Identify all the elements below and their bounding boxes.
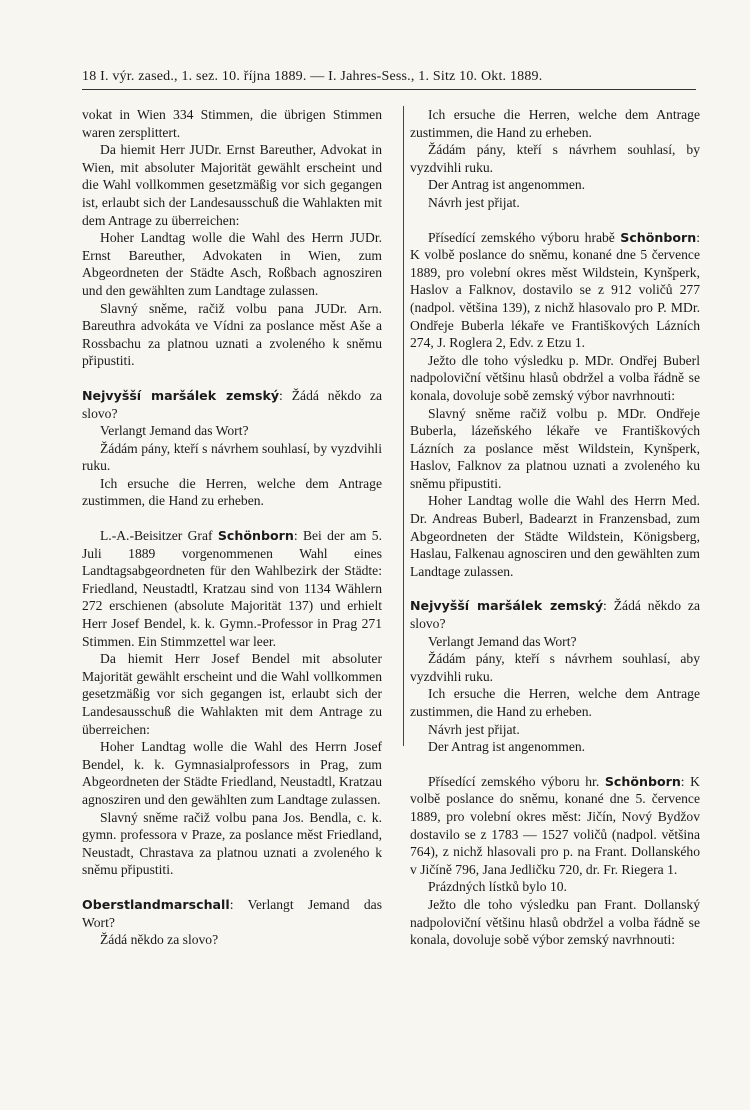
- paragraph: [410, 721, 700, 739]
- speaker-prefix: Přísedící zemského výboru hrabě: [428, 229, 621, 245]
- paragraph: [410, 896, 700, 949]
- paragraph: [82, 141, 382, 229]
- paragraph: [82, 809, 382, 879]
- paragraph-text: Žádám pány, kteří s návrhem souhlasí, by vyzdvihli ruku.: [82, 440, 382, 474]
- paragraph: [410, 176, 700, 194]
- column-divider: [403, 106, 404, 746]
- paragraph-text: Prázdných lístků bylo 10.: [428, 879, 567, 895]
- paragraph-text: Žádám pány, kteří s návrhem souhlasí, by vyzdvihli ruku.: [410, 142, 700, 175]
- paragraph-text: Návrh jest přijat.: [428, 194, 520, 210]
- speaker-prefix: Přísedící zemského výboru hr.: [428, 773, 605, 789]
- page-header: 18 I. výr. zased., 1. sez. 10. října 1889. — I. Jahres-Sess., 1. Sitz 10. Okt. 1889.: [82, 68, 696, 90]
- paragraph: [82, 106, 382, 141]
- paragraph-text: Návrh jest přijat.: [428, 721, 520, 737]
- paragraph-text: Slavný sněme, račiž volbu pana JUDr. Arn. Bareuthra advokáta ve Vídni za poslance měst Aše a Rossbachu za platnou uznati a zvoleného k sněmu připustiti.: [82, 300, 382, 369]
- paragraph-text: Ich ersuche die Herren, welche dem Antrage zustimmen, die Hand zu erheben.: [82, 475, 382, 509]
- paragraph: [410, 141, 700, 176]
- speaker-name: Schönborn: [217, 528, 294, 544]
- paragraph: [410, 633, 700, 651]
- paragraph-text: : Bei der am 5. Juli 1889 vorgenommenen Wahl eines Landtagsabgeordneten für den Wahlbezirk der Städte: Friedland, Neustadtl, Kratzau sind von 1134 Wählern 272 erschienen (absolute Majorität 137) und erhielt Herr Josef Bendel, k. k. Gymn.-Professor in Prag 271 Stimmen. Ein Stimmzettel war leer.: [82, 528, 382, 649]
- paragraph-text: Da hiemit Herr Josef Bendel mit absoluter Majorität gewählt erscheint und die Wahl vollkommen gesetzmäßig vor sich gegangen ist, erlaubt sich der Landesausschuß die Wahlakten mit dem Antrage zu überreichen:: [82, 651, 382, 737]
- paragraph: [82, 300, 382, 370]
- paragraph: [410, 194, 700, 212]
- paragraph-text: Verlangt Jemand das Wort?: [428, 633, 577, 649]
- paragraph-text: Hoher Landtag wolle die Wahl des Herrn Josef Bendel, k. k. Gymnasialprofessors in Prag, zum Abgeordneten der Städte Friedland, Neustadtl, Kratzau agnosziren und den gewählten zum Landtage zulassen.: [82, 739, 382, 807]
- paragraph-text: Hoher Landtag wolle die Wahl des Herrn Med. Dr. Andreas Buberl, Badearzt in Franzensbad, zum Abgeordneten der Städte Wildstein, Königsberg, Haslau, Falkenau agnosciren und den gewählten zum Landtage zulassen.: [410, 493, 700, 579]
- paragraph: [410, 352, 700, 405]
- paragraph: [82, 650, 382, 738]
- paragraph-text: Žádá někdo za slovo?: [100, 932, 219, 948]
- paragraph: [82, 738, 382, 808]
- paragraph: [82, 896, 382, 931]
- paragraph-text: Slavný sněme račiž volbu pana Jos. Bendla, c. k. gymn. professora v Praze, za poslance měst Friedland, Neustadt, Chrastava za platnou uznati a zvoleného k sněmu připustiti.: [82, 809, 382, 878]
- paragraph-text: vokat in Wien 334 Stimmen, die übrigen Stimmen waren zersplittert.: [82, 107, 382, 140]
- paragraph: [410, 650, 700, 685]
- paragraph: [82, 229, 382, 299]
- paragraph: [410, 492, 700, 580]
- paragraph: [410, 229, 700, 352]
- speaker-prefix: L.-A.-Beisitzer Graf: [100, 528, 218, 544]
- paragraph: [82, 440, 382, 475]
- paragraph-text: Slavný sněme račiž volbu p. MDr. Ondřeje Buberla, lázeňského lékaře ve Františkových Lázních za poslance měst Wildstein, Kynšperk, Haslov, Falknov za platnou uznati a zvoleného ku sněmu připustiti.: [410, 405, 700, 491]
- paragraph-text: Der Antrag ist angenommen.: [428, 177, 586, 193]
- speaker-name: Nejvyšší maršálek zemský: [410, 598, 604, 614]
- paragraph-text: : Verlangt Jemand das Wort?: [82, 896, 382, 930]
- paragraph: [82, 931, 382, 949]
- paragraph: [410, 685, 700, 720]
- speaker-name: Schönborn: [620, 229, 697, 245]
- right-column: [410, 106, 700, 949]
- paragraph: [410, 738, 700, 756]
- paragraph-text: Der Antrag ist angenommen.: [428, 739, 586, 755]
- paragraph: [82, 422, 382, 440]
- paragraph-text: : Žádá někdo za slovo?: [410, 598, 700, 632]
- paragraph: [410, 597, 700, 632]
- paragraph-text: Žádám pány, kteří s návrhem souhlasí, aby vyzdvihli ruku.: [410, 651, 700, 684]
- speaker-name: Nejvyšší maršálek zemský: [82, 387, 280, 403]
- speaker-name: Schönborn: [604, 773, 681, 789]
- paragraph-text: Ich ersuche die Herren, welche dem Antrage zustimmen, die Hand zu erheben.: [410, 107, 700, 140]
- paragraph-text: : Žádá někdo za slovo?: [82, 387, 382, 421]
- paragraph-text: Da hiemit Herr JUDr. Ernst Bareuther, Advokat in Wien, mit absoluter Majorität gewählt erscheint und die Wahl vollkommen gesetzmäßig vor sich gegangen ist, erlaubt sich der Landesausschuß die Wahlakten mit dem Antrage zu überreichen:: [82, 142, 382, 228]
- paragraph-text: Hoher Landtag wolle die Wahl des Herrn JUDr. Ernst Bareuther, Advokaten in Wien, zum Abgeordneten der Städte Asch, Roßbach agnosziren und den gewählten zum Landtage zulassen.: [82, 230, 382, 298]
- paragraph-text: : K volbě poslance do sněmu, konané dne 5 července 1889, pro volební okres měst Wildstein, Kynšperk, Haslov a Falknov, dostavilo se z 912 voličů 277 (nadpol. většina 139), z nichž hlasovalo pro P. MDr. Ondřeje Buberla lékaře ve Františkových Lázních 274, J. Roglera 2, Edv. z Etzu 1.: [410, 229, 700, 351]
- paragraph-text: Verlangt Jemand das Wort?: [100, 423, 249, 439]
- paragraph: [82, 475, 382, 510]
- paragraph-text: : K volbě poslance do sněmu, konané dne 5. července 1889, pro volební okres měst: Jičín, Nový Bydžov dostavilo se z 1783 — 1527 voličů (nadpol. většina 764), z nichž hlasovali pro p. na Frant. Dollanského v Jičíně 796, Jana Jedličku 720, dr. Fr. Riegera 1.: [410, 773, 700, 877]
- paragraph: [82, 387, 382, 422]
- paragraph: [410, 106, 700, 141]
- paragraph: [82, 527, 382, 650]
- speaker-name: Oberstlandmarschall: [82, 896, 230, 912]
- paragraph-text: Ježto dle toho výsledku p. MDr. Ondřej Buberl nadpoloviční většinu hlasů obdržel a volba řádně se konala, dovoluje sobě zemský výbor navrhnouti:: [410, 352, 700, 403]
- paragraph-text: Ich ersuche die Herren, welche dem Antrage zustimmen, die Hand zu erheben.: [410, 686, 700, 719]
- paragraph: [410, 405, 700, 493]
- paragraph: [410, 773, 700, 879]
- left-column: [82, 106, 382, 949]
- paragraph: [410, 878, 700, 896]
- paragraph-text: Ježto dle toho výsledku pan Frant. Dollanský nadpoloviční většinu hlasů obdržel a volba řádně se konala, dovoluje sobě výbor zemský navrhnouti:: [410, 896, 700, 948]
